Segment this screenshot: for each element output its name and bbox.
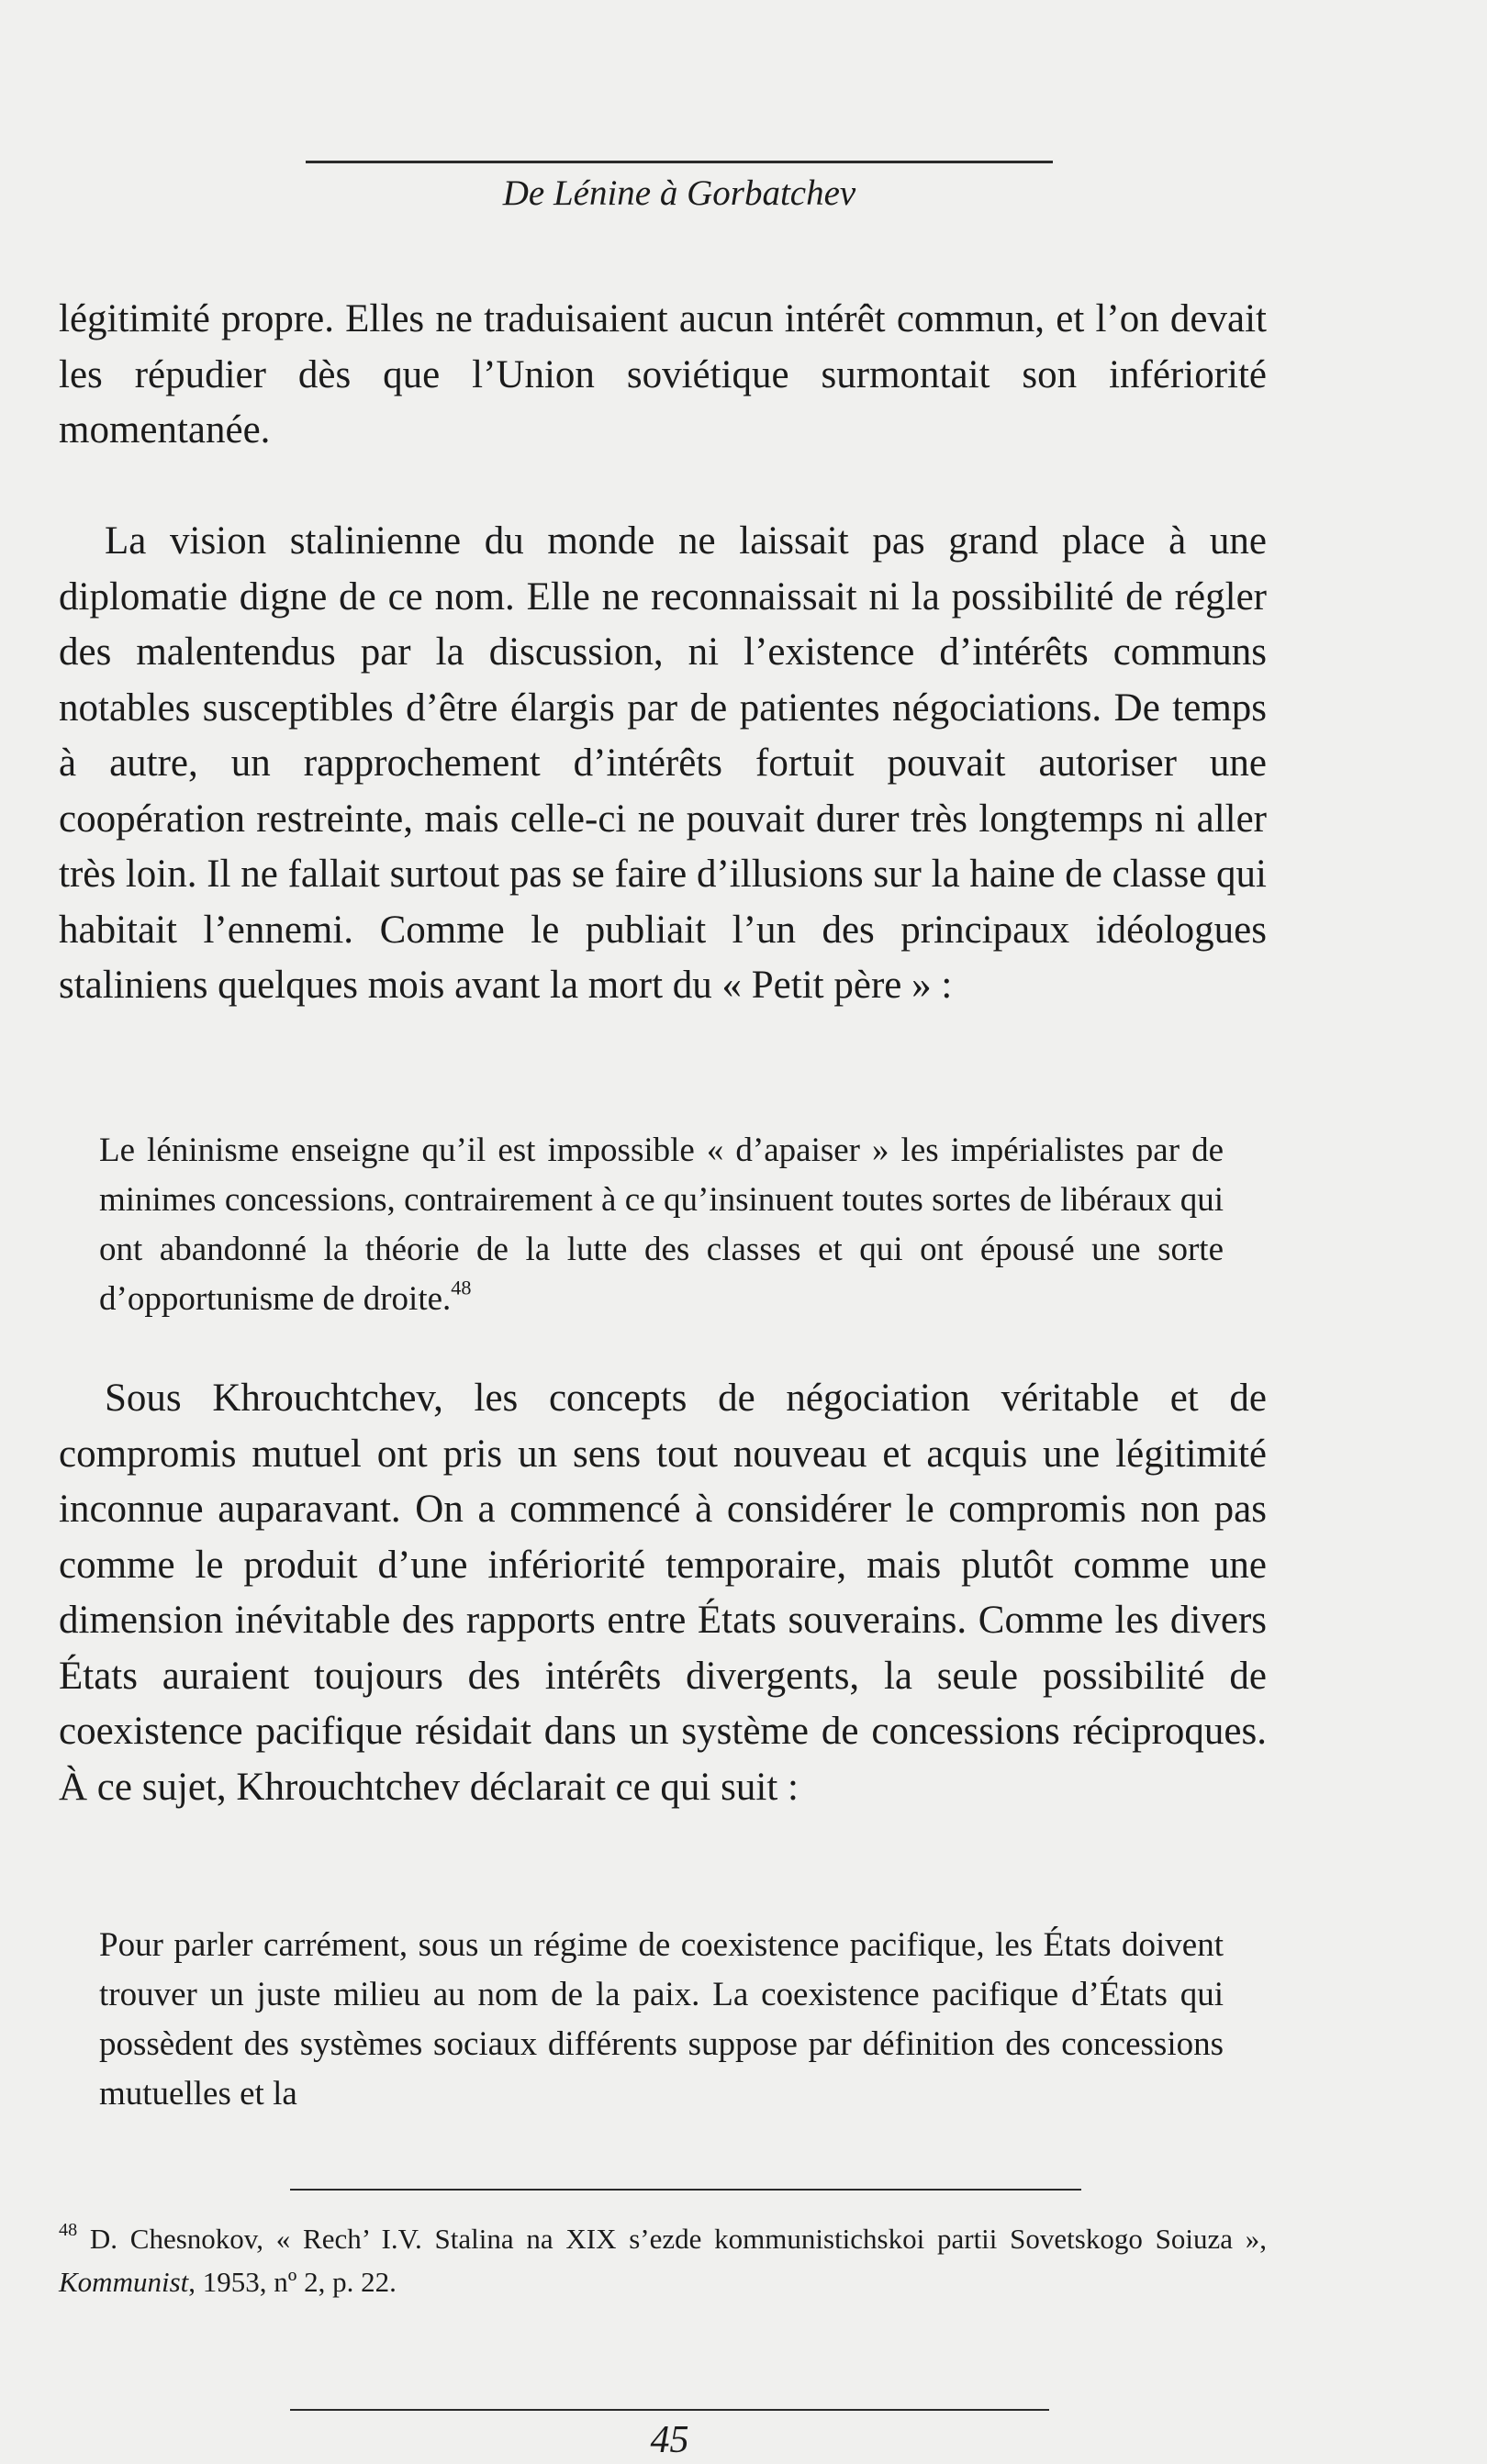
footnote-citation-start: D. Chesnokov, « Rech’ I.V. Stalina na XIX s’ezde kommunistichskoi partii Sovetskogo Soiuza », (77, 2223, 1267, 2255)
page-number: 45 (650, 2419, 689, 2461)
block-quote-1-body: Le léninisme enseigne qu’il est impossible « d’apaiser » les impérialistes par de minimes concessions, contrairement à ce qu’insinuent toutes sortes de libéraux qui ont abandonné la théorie de la lutte des classes et qui ont épousé une sorte d’opportunisme de droite. (99, 1132, 1224, 1318)
block-quote-1-text (99, 1126, 1224, 1324)
footnote-journal-title: Kommunist (59, 2266, 189, 2298)
paragraph-1-text: légitimité propre. Elles ne traduisaient aucun intérêt commun, et l’on devait les répudier dès que l’Union soviétique surmontait son infériorité momentanée. (59, 297, 1267, 452)
paragraph-2 (59, 514, 1267, 1014)
block-quote-1 (99, 1126, 1224, 1324)
footnote-citation-end: , 1953, nº 2, p. 22. (188, 2266, 397, 2298)
paragraph-3 (59, 1371, 1267, 1815)
footnote-number: 48 (59, 2219, 78, 2240)
footnote-separator (290, 2189, 1081, 2191)
paragraph-3-text: Sous Khrouchtchev, les concepts de négociation véritable et de compromis mutuel ont pris un sens tout nouveau et acquis une légitimité inconnue auparavant. On a commencé à considérer le compromis non pas comme le produit d’une infériorité temporaire, mais plutôt comme une dimension inévitable des rapports entre États souverains. Comme les divers États auraient toujours des intérêts divergents, la seule possibilité de coexistence pacifique résidait dans un système de concessions réciproques. À ce sujet, Khrouchtchev déclarait ce qui suit : (59, 1377, 1267, 1809)
header-rule (306, 161, 1053, 163)
block-quote-2-text: Pour parler carrément, sous un régime de coexistence pacifique, les États doivent trouver un juste milieu au nom de la paix. La coexistence pacifique d’États qui possèdent des systèmes sociaux différents suppose par définition des concessions mutuelles et la (99, 1926, 1224, 2113)
running-title: De Lénine à Gorbatchev (502, 173, 856, 213)
footnote-text (59, 2217, 1267, 2303)
footer-rule (290, 2409, 1049, 2411)
footnote-reference-48: 48 (451, 1276, 472, 1299)
block-quote-2 (99, 1921, 1224, 2119)
paragraph-2-text: La vision stalinienne du monde ne laissait pas grand place à une diplomatie digne de ce nom. Elle ne reconnaissait ni la possibilité de régler des malentendus par la discussion, ni l’existence d’intérêts communs notables susceptibles d’être élargis par de patientes négociations. De temps à autre, un rapprochement d’intérêts fortuit pouvait autoriser une coopération restreinte, mais celle-ci ne pouvait durer très longtemps ni aller très loin. Il ne fallait surtout pas se faire d’illusions sur la haine de classe qui habitait l’ennemi. Comme le publiait l’un des principaux idéologues staliniens quelques mois avant la mort du « Petit père » : (59, 519, 1267, 1007)
paragraph-1 (59, 292, 1267, 459)
footnote-48 (59, 2217, 1267, 2303)
